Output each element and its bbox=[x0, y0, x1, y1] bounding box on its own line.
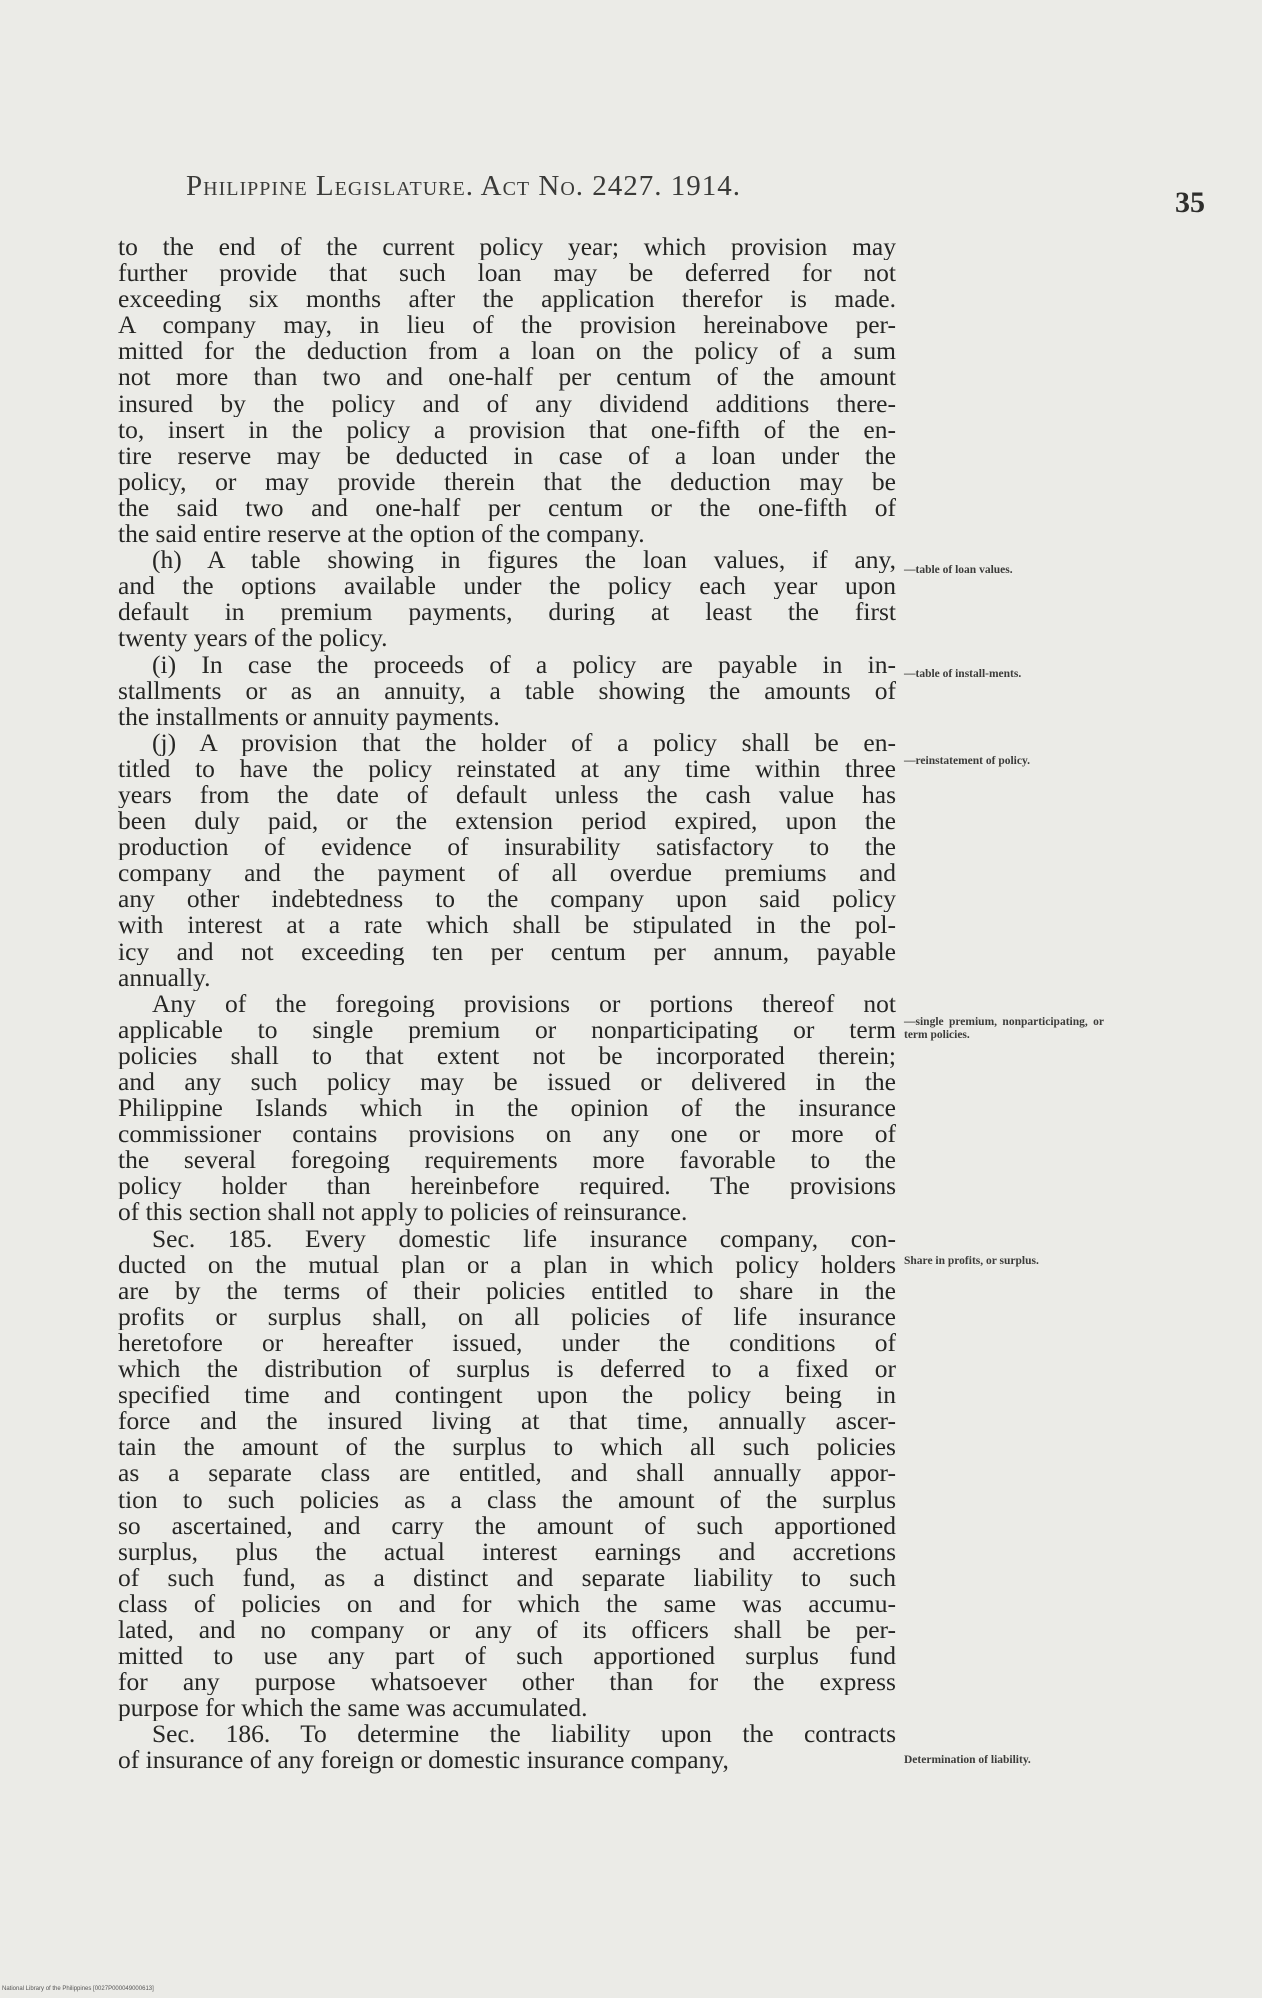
paragraph bbox=[118, 234, 896, 547]
margin-note-single-premium: —single premium, nonparticipating, or term policies. bbox=[904, 1016, 1104, 1041]
text-line: twenty years of the policy. bbox=[118, 625, 388, 652]
text-line: force and the insured living at that time, annually ascer- bbox=[118, 1408, 896, 1435]
text-line: policies shall to that extent not be incorporated therein; bbox=[118, 1042, 896, 1069]
text-line: heretofore or hereafter issued, under the conditions of bbox=[118, 1329, 896, 1357]
text-line: as a separate class are entitled, and shall annually appor- bbox=[118, 1460, 896, 1487]
paragraph bbox=[118, 730, 896, 991]
paragraph bbox=[118, 1226, 896, 1722]
text-line: with interest at a rate which shall be stipulated in the pol- bbox=[118, 912, 896, 939]
text-line: A company may, in lieu of the provision hereinabove per- bbox=[118, 312, 896, 339]
text-line: not more than two and one-half per centum of the amount bbox=[118, 364, 896, 391]
text-line: exceeding six months after the application therefor is made. bbox=[118, 286, 896, 313]
text-line: Sec. 186. To determine the liability upon the contracts bbox=[152, 1721, 896, 1748]
text-line: annually. bbox=[118, 964, 211, 991]
text-line: titled to have the policy reinstated at any time within three bbox=[118, 755, 896, 782]
text-line: insured by the policy and of any dividend additions there- bbox=[118, 390, 896, 417]
margin-note-share-in-profits: Share in profits, or surplus. bbox=[904, 1255, 1039, 1267]
margin-note-determination-of-liability: Determination of liability. bbox=[904, 1754, 1031, 1766]
text-line: tion to such policies as a class the amount of the surplus bbox=[118, 1486, 896, 1513]
text-line: applicable to single premium or nonparticipating or term bbox=[118, 1016, 896, 1043]
paragraph bbox=[118, 547, 896, 651]
text-line: specified time and contingent upon the policy being in bbox=[118, 1382, 896, 1409]
text-line: to, insert in the policy a provision that one-fifth of the en- bbox=[118, 416, 896, 443]
text-line: years from the date of default unless the cash value has bbox=[118, 781, 896, 809]
text-line: Sec. 185. Every domestic life insurance company, con- bbox=[152, 1225, 896, 1252]
text-line: to the end of the current policy year; which provision may bbox=[118, 234, 896, 261]
text-line: the said two and one-half per centum or the one-fifth of bbox=[118, 494, 896, 522]
margin-note-reinstatement: —reinstatement of policy. bbox=[904, 755, 1030, 767]
text-line: stallments or as an annuity, a table showing the amounts of bbox=[118, 677, 896, 704]
text-line: for any purpose whatsoever other than for the express bbox=[118, 1669, 896, 1696]
text-line: tire reserve may be deducted in case of a loan under the bbox=[118, 442, 896, 469]
text-line: Philippine Islands which in the opinion of the insurance bbox=[118, 1095, 896, 1122]
text-line: policy, or may provide therein that the deduction may be bbox=[118, 468, 896, 495]
text-line: been duly paid, or the extension period expired, upon the bbox=[118, 808, 896, 835]
text-line: of such fund, as a distinct and separate liability to such bbox=[118, 1564, 896, 1591]
text-line: mitted for the deduction from a loan on the policy of a sum bbox=[118, 338, 896, 365]
paragraph bbox=[118, 652, 896, 730]
text-line: lated, and no company or any of its officers shall be per- bbox=[118, 1616, 896, 1644]
text-line: tain the amount of the surplus to which all such policies bbox=[118, 1434, 896, 1461]
text-line: purpose for which the same was accumulated. bbox=[118, 1695, 588, 1722]
paragraph bbox=[118, 991, 896, 1226]
text-line: production of evidence of insurability satisfactory to the bbox=[118, 834, 896, 861]
text-line: so ascertained, and carry the amount of such apportioned bbox=[118, 1512, 896, 1539]
page-number: 35 bbox=[1175, 186, 1205, 219]
text-line: company and the payment of all overdue premiums and bbox=[118, 860, 896, 887]
text-line: icy and not exceeding ten per centum per annum, payable bbox=[118, 938, 896, 965]
text-line: Any of the foregoing provisions or portions thereof not bbox=[152, 990, 896, 1017]
text-line: of this section shall not apply to policies of reinsurance. bbox=[118, 1199, 688, 1226]
text-line: commissioner contains provisions on any one or more of bbox=[118, 1121, 896, 1148]
margin-note-loan-values: —table of loan values. bbox=[904, 564, 1013, 576]
text-line: surplus, plus the actual interest earnings and accretions bbox=[118, 1538, 896, 1565]
text-line: (j) A provision that the holder of a policy shall be en- bbox=[152, 729, 896, 756]
text-line: and the options available under the policy each year upon bbox=[118, 573, 896, 600]
paragraph bbox=[118, 1721, 896, 1773]
text-line: the several foregoing requirements more favorable to the bbox=[118, 1147, 896, 1174]
text-line: are by the terms of their policies entitled to share in the bbox=[118, 1277, 896, 1304]
text-line: profits or surplus shall, on all policies of life insurance bbox=[118, 1303, 896, 1330]
text-line: which the distribution of surplus is deferred to a fixed or bbox=[118, 1356, 896, 1383]
text-line: (h) A table showing in figures the loan values, if any, bbox=[152, 547, 896, 574]
text-line: of insurance of any foreign or domestic insurance company, bbox=[118, 1747, 729, 1774]
library-stamp: National Library of the Philippines [0027P000049000613] bbox=[2, 1986, 154, 1992]
text-line: any other indebtedness to the company upon said policy bbox=[118, 886, 896, 913]
text-line: ducted on the mutual plan or a plan in which policy holders bbox=[118, 1251, 896, 1278]
running-head: Philippine Legislature. Act No. 2427. 1914. bbox=[186, 170, 742, 202]
body-text bbox=[118, 234, 896, 1774]
text-line: default in premium payments, during at least the first bbox=[118, 599, 896, 626]
text-line: policy holder than hereinbefore required. The provisions bbox=[118, 1173, 896, 1200]
margin-note-installments: —table of install-ments. bbox=[904, 668, 1022, 680]
text-line: (i) In case the proceeds of a policy are payable in in- bbox=[152, 651, 896, 678]
text-line: further provide that such loan may be deferred for not bbox=[118, 260, 896, 287]
text-line: class of policies on and for which the same was accumu- bbox=[118, 1590, 896, 1617]
text-line: mitted to use any part of such apportioned surplus fund bbox=[118, 1643, 896, 1670]
text-line: and any such policy may be issued or delivered in the bbox=[118, 1069, 896, 1096]
text-line: the installments or annuity payments. bbox=[118, 703, 500, 730]
text-line: the said entire reserve at the option of the company. bbox=[118, 521, 645, 548]
